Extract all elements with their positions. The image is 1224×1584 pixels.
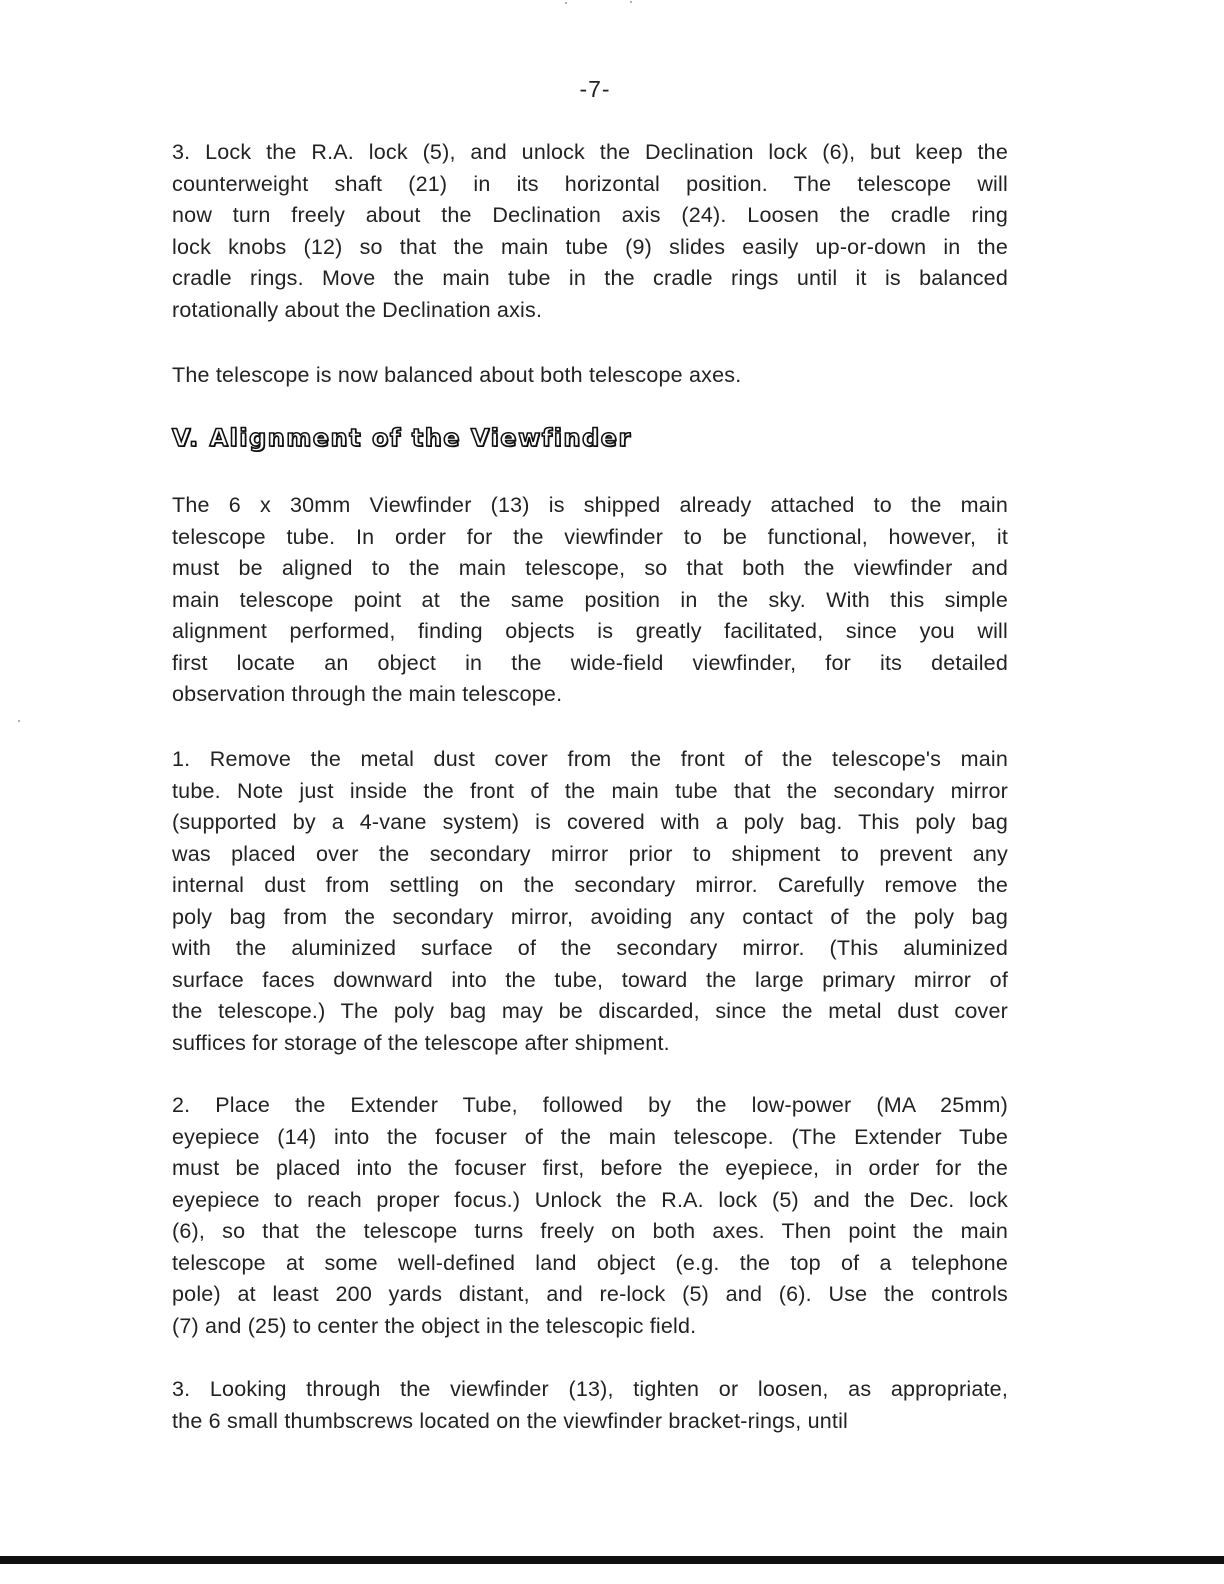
text-line: telescope tube. In order for the viewfinder to be functional, however, it — [172, 524, 1008, 549]
text-line: poly bag from the secondary mirror, avoiding any contact of the poly bag — [172, 904, 1008, 929]
paragraph-step2 — [172, 1090, 1008, 1342]
text-line: lock knobs (12) so that the main tube (9) slides easily up-or-down in the — [172, 234, 1008, 259]
text-line: (supported by a 4-vane system) is covered with a poly bag. This poly bag — [172, 810, 1008, 834]
scan-speck — [630, 1, 632, 3]
text-line: must be placed into the focuser first, before the eyepiece, in order for the — [172, 1156, 1008, 1180]
text-line: 2. Place the Extender Tube, followed by the low-power (MA 25mm) — [172, 1093, 1008, 1117]
scan-speck — [18, 720, 20, 722]
section-heading: V. Alignment of the Viewfinder — [172, 424, 632, 452]
text-line: telescope at some well-defined land object (e.g. the top of a telephone — [172, 1250, 1008, 1275]
paragraph-step1 — [172, 744, 1008, 1059]
paragraph-step3-balance — [172, 137, 1008, 326]
text-line: with the aluminized surface of the secondary mirror. (This aluminized — [172, 936, 1008, 960]
text-line: surface faces downward into the tube, toward the large primary mirror of — [172, 967, 1008, 992]
text-line: alignment performed, finding objects is greatly facilitated, since you will — [172, 619, 1008, 643]
paragraph-intro — [172, 490, 1008, 711]
text-line: must be aligned to the main telescope, so that both the viewfinder and — [172, 556, 1008, 580]
page-number: -7- — [579, 76, 611, 102]
text-line: The 6 x 30mm Viewfinder (13) is shipped already attached to the main — [172, 493, 1008, 517]
text-line: counterweight shaft (21) in its horizontal position. The telescope will — [172, 171, 1008, 196]
scan-speck — [565, 2, 567, 4]
paragraph-step3-align — [172, 1374, 1008, 1437]
text-line: the telescope.) The poly bag may be discarded, since the metal dust cover — [172, 999, 1008, 1023]
text-line: eyepiece to reach proper focus.) Unlock the R.A. lock (5) and the Dec. lock — [172, 1187, 1008, 1212]
text-line: 3. Lock the R.A. lock (5), and unlock the Declination lock (6), but keep the — [172, 140, 1008, 164]
text-line: first locate an object in the wide-field viewfinder, for its detailed — [172, 650, 1008, 675]
text-line: 1. Remove the metal dust cover from the front of the telescope's main — [172, 747, 1008, 771]
text-line: suffices for storage of the telescope after shipment. — [172, 1030, 670, 1055]
text-line: cradle rings. Move the main tube in the cradle rings until it is balanced — [172, 266, 1008, 290]
text-line: tube. Note just inside the front of the main tube that the secondary mirror — [172, 778, 1008, 803]
text-line: was placed over the secondary mirror prior to shipment to prevent any — [172, 841, 1008, 866]
page-bottom-border — [0, 1556, 1224, 1564]
text-line: (7) and (25) to center the object in the telescopic field. — [172, 1313, 697, 1338]
text-line: (6), so that the telescope turns freely on both axes. Then point the main — [172, 1219, 1008, 1243]
text-line: rotationally about the Declination axis. — [172, 297, 543, 322]
text-line: internal dust from settling on the secondary mirror. Carefully remove the — [172, 873, 1008, 897]
text-line: now turn freely about the Declination axis (24). Loosen the cradle ring — [172, 203, 1008, 227]
text-line: observation through the main telescope. — [172, 682, 563, 706]
text-line: 3. Looking through the viewfinder (13), tighten or loosen, as appropriate, — [172, 1377, 1008, 1401]
text-line: main telescope point at the same position in the sky. With this simple — [172, 587, 1008, 612]
text-line: The telescope is now balanced about both telescope axes. — [172, 363, 742, 387]
text-line: the 6 small thumbscrews located on the viewfinder bracket-rings, until — [172, 1408, 849, 1433]
paragraph-balanced-statement — [172, 360, 1008, 392]
text-line: eyepiece (14) into the focuser of the main telescope. (The Extender Tube — [172, 1124, 1008, 1149]
text-line: pole) at least 200 yards distant, and re-lock (5) and (6). Use the controls — [172, 1282, 1008, 1306]
